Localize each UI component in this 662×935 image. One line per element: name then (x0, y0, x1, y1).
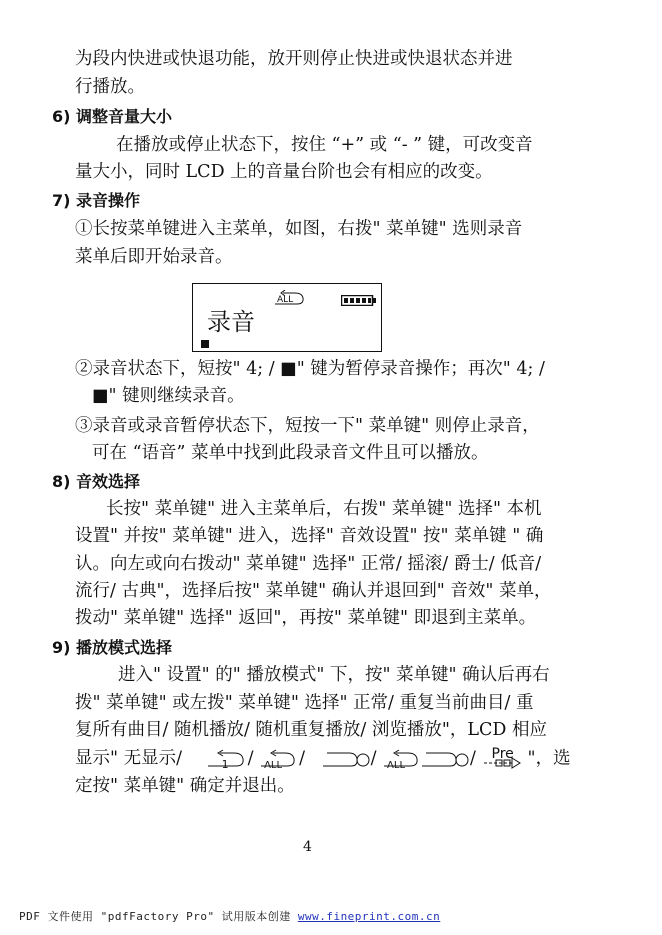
preview-icon: Pre (482, 746, 528, 772)
lcd-record-label: 录音 (207, 308, 255, 336)
body-line: 设置" 并按" 菜单键" 进入，选择" 音效设置" 按" 菜单键 " 确 (75, 526, 544, 546)
body-line: 量大小，同时 LCD 上的音量台阶也会有相应的改变。 (75, 162, 493, 182)
body-line: ②录音状态下，短按" 4; / ■" 键为暂停录音操作；再次" 4; / (75, 359, 545, 379)
body-line: 在播放或停止状态下，按住 “+” 或 “- ” 键，可改变音 (116, 135, 533, 155)
footer-text: PDF 文件使用 "pdfFactory Pro" 试用版本创建 (19, 910, 298, 923)
body-line: 可在 “语音” 菜单中找到此段录音文件且可以播放。 (92, 443, 489, 463)
repeat-all-icon: ALL (271, 290, 307, 308)
repeat-all-icon: ALL (259, 748, 299, 770)
repeat-one-icon: 1 (206, 748, 248, 770)
record-indicator-icon (201, 340, 209, 348)
body-line: 拨" 菜单键" 或左拨" 菜单键" 选择" 正常/ 重复当前曲目/ 重 (75, 693, 534, 713)
section-heading-7: 7) 录音操作 (52, 191, 141, 210)
body-line: ■" 键则继续录音。 (92, 386, 245, 406)
section-heading-6: 6) 调整音量大小 (52, 107, 173, 126)
section-heading-9: 9) 播放模式选择 (52, 638, 173, 657)
body-line: 定按" 菜单键" 确定并退出。 (75, 776, 295, 796)
body-line: 为段内快进或快退功能，放开则停止快进或快退状态并进 (75, 49, 513, 69)
body-line: 长按" 菜单键" 进入主菜单后，右拨" 菜单键" 选择" 本机 (106, 499, 542, 519)
fineprint-link[interactable]: www.fineprint.com.cn (297, 910, 441, 923)
body-line: 菜单后即开始录音。 (75, 247, 233, 267)
page-number: 4 (303, 839, 312, 855)
body-line: 流行/ 古典"，选择后按" 菜单键" 确认并退回到" 音效" 菜单， (75, 581, 552, 601)
shuffle-icon (321, 748, 371, 770)
body-line: 行播放。 (75, 77, 145, 97)
pdf-footer (19, 908, 440, 924)
body-line: ①长按菜单键进入主菜单，如图，右拨" 菜单键" 选则录音 (75, 219, 523, 239)
section-heading-8: 8) 音效选择 (52, 472, 141, 491)
body-line: 进入" 设置" 的" 播放模式" 下，按" 菜单键" 确认后再右 (118, 665, 550, 685)
body-line: 复所有曲目/ 随机播放/ 随机重复播放/ 浏览播放"，LCD 相应 (75, 720, 548, 740)
body-line: 拨动" 菜单键" 选择" 返回"，再按" 菜单键" 即退到主菜单。 (75, 608, 537, 628)
body-line: 显示" 无显示/ 1 / ALL / / ALL / Pre "，选 (75, 746, 571, 771)
battery-icon (341, 291, 377, 302)
body-line: 认。向左或向右拨动" 菜单键" 选择" 正常/ 摇滚/ 爵士/ 低音/ (75, 554, 542, 574)
lcd-recording-display (192, 283, 382, 352)
body-line: ③录音或录音暂停状态下，短按一下" 菜单键" 则停止录音， (75, 416, 540, 436)
shuffle-repeat-icon: ALL (382, 748, 470, 770)
